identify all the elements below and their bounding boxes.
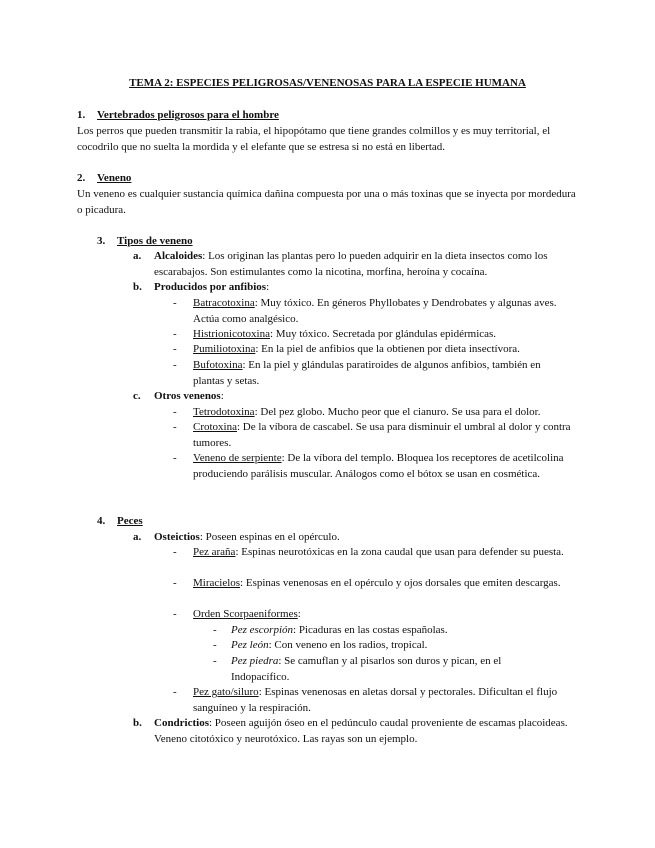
item-text: : Espinas neurotóxicas en la zona caudal que usan para defender su puesta. [235,546,564,558]
item-text: : Espinas venenosas en aletas dorsal y pectorales. Dificultan el flujo sanguíneo y la respiración. [193,686,558,714]
section-title: Tipos de veneno [117,235,193,247]
dash-bullet: - [173,546,177,558]
section-number: 3. [97,235,106,247]
bullet-item [173,607,573,623]
list-item-alcaloides [133,249,578,280]
term-text: : Poseen espinas en el opérculo. [199,531,340,543]
dash-bullet: - [213,624,217,636]
nested-bullet-item [213,638,533,654]
item-text: : Del pez globo. Mucho peor que el cianuro. Se usa para el dolor. [254,406,541,418]
nested-bullet-item [213,654,533,685]
item-name: Orden Scorpaeniformes [193,608,298,620]
section-1-heading [77,108,577,124]
item-name: Tetrodotoxina [193,406,255,418]
bullet-item [173,576,573,592]
dash-bullet: - [173,686,177,698]
term-label: Producidos por anfibios [154,281,267,293]
item-text: : Se camuflan y al pisarlos son duros y pican, en el Indopacífico. [231,655,502,683]
item-name: Histrionicotoxina [193,328,270,340]
section-number: 2. [77,172,86,184]
bullet-item [173,358,573,389]
item-text: : Muy tóxico. Secretada por glándulas epidérmicas. [270,328,497,340]
item-text: : Con veneno en los radios, tropical. [268,639,428,651]
item-name: Crotoxina [193,421,237,433]
dash-bullet: - [173,343,177,355]
dash-bullet: - [213,639,217,651]
item-name: Pumiliotoxina [193,343,256,355]
dash-bullet: - [173,452,177,464]
bullet-item [173,327,573,343]
item-name: Miracielos [193,577,241,589]
section-number: 4. [97,515,106,527]
item-name: Pez león [231,639,269,651]
bullet-item [173,405,573,421]
item-text: : De la víbora del templo. Bloquea los receptores de acetilcolina produciendo parálisis muscular. Análogos como el bótox se usan en cosmética. [193,452,564,480]
list-item-condrictios [133,716,578,747]
section-3-heading [97,234,597,250]
item-text: : Espinas venenosas en el opérculo y ojos dorsales que emiten descargas. [240,577,561,589]
item-text: : [297,608,301,620]
item-name: Pez gato/siluro [193,686,259,698]
item-text: : En la piel de anfibios que la obtienen por dieta insectívora. [255,343,520,355]
list-letter: b. [133,717,142,729]
list-letter: c. [133,390,141,402]
section-2-heading [77,171,577,187]
dash-bullet: - [173,406,177,418]
section-title: Veneno [97,172,132,184]
term-label: Otros venenos [154,390,221,402]
bullet-item [173,685,573,716]
bullet-item [173,420,573,451]
section-title: Vertebrados peligrosos para el hombre [97,109,279,121]
bullet-item [173,342,573,358]
list-letter: a. [133,531,142,543]
section-2-paragraph: Un veneno es cualquier sustancia química dañina compuesta por una o más toxinas que se inyecta por mordedura o picadura. [77,188,576,216]
item-text: : Muy tóxico. En géneros Phyllobates y Dendrobates y algunas aves. Actúa como analgésico. [193,297,557,325]
term-text: : [266,281,270,293]
list-item-anfibios [133,280,578,296]
item-name: Pez piedra [231,655,279,667]
term-text: : [220,390,224,402]
item-text: : En la piel y glándulas paratiroides de algunos anfibios, también en plantas y setas. [193,359,541,387]
bullet-item [173,545,573,561]
document-title: TEMA 2: ESPECIES PELIGROSAS/VENENOSAS PARA LA ESPECIE HUMANA [129,77,526,89]
term-label: Condrictios [154,717,209,729]
dash-bullet: - [213,655,217,667]
item-text: : De la víbora de cascabel. Se usa para disminuir el umbral al dolor y contra tumores. [193,421,571,449]
list-letter: a. [133,250,142,262]
item-text: : Picaduras en las costas españolas. [293,624,448,636]
item-name: Veneno de serpiente [193,452,282,464]
section-4-heading [97,514,597,530]
item-name: Pez araña [193,546,236,558]
section-number: 1. [77,109,86,121]
dash-bullet: - [173,328,177,340]
dash-bullet: - [173,359,177,371]
section-title: Peces [117,515,143,527]
item-name: Batracotoxina [193,297,255,309]
dash-bullet: - [173,577,177,589]
term-text: : Poseen aguijón óseo en el pedúnculo caudal proveniente de escamas placoideas. Veneno citotóxico y neurotóxico. Las rayas son un ejemplo. [154,717,568,745]
term-label: Osteictios [154,531,200,543]
term-text: : Los originan las plantas pero lo pueden adquirir en la dieta insectos como los escarabajos. Son estimulantes como la nicotina, morfina, heroína y cocaína. [154,250,548,278]
dash-bullet: - [173,297,177,309]
list-letter: b. [133,281,142,293]
term-label: Alcaloides [154,250,203,262]
dash-bullet: - [173,421,177,433]
list-item-otros-venenos [133,389,578,405]
bullet-item [173,296,573,327]
item-name: Pez escorpión [231,624,294,636]
nested-bullet-item [213,623,533,639]
list-item-osteictios [133,530,578,546]
bullet-item [173,451,573,482]
dash-bullet: - [173,608,177,620]
item-name: Bufotoxina [193,359,243,371]
section-1-paragraph: Los perros que pueden transmitir la rabia, el hipopótamo que tiene grandes colmillos y es muy territorial, el cocodrilo que no suelta la mordida y el elefante que se estresa si no está en libertad. [77,125,551,153]
